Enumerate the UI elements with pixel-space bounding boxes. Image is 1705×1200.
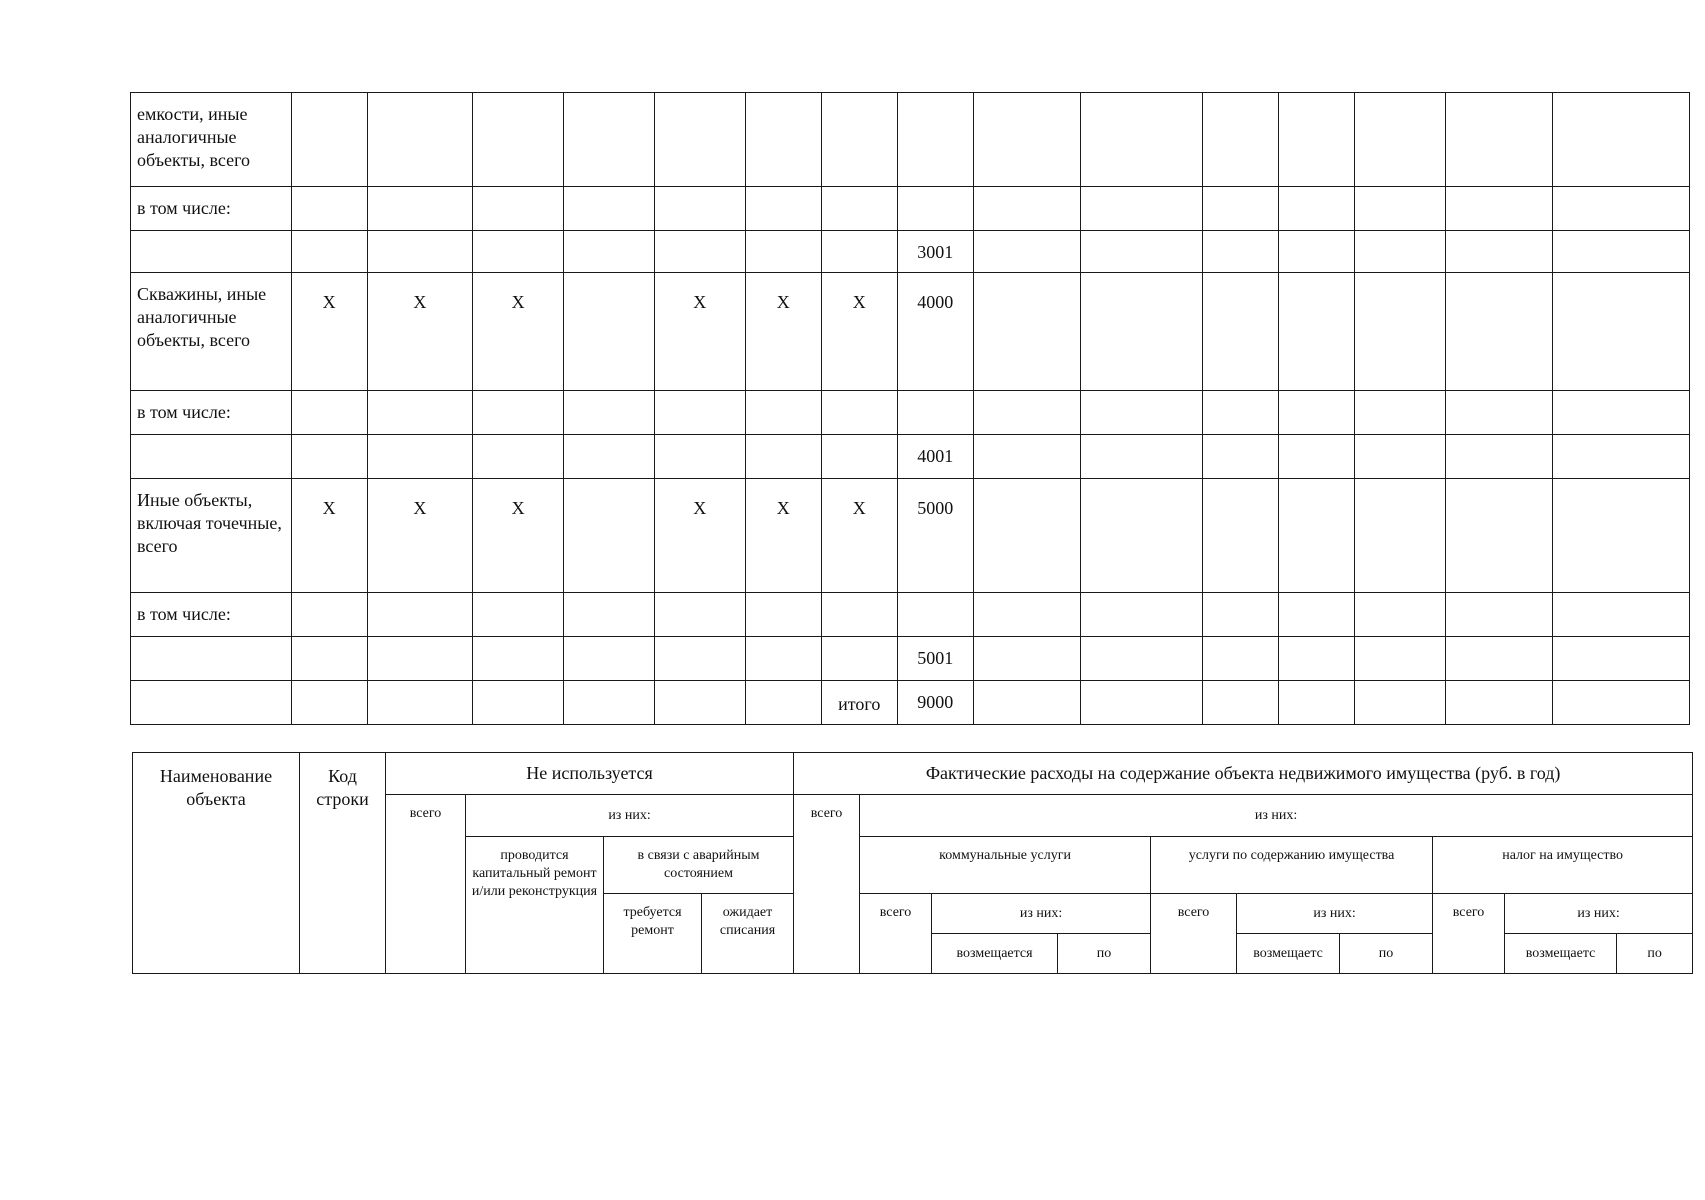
mark-cell: X (821, 273, 897, 391)
maintenance-reimbursed: возмещаетс (1237, 934, 1340, 974)
row-code-cell: 5001 (897, 637, 973, 681)
mark-cell (473, 231, 564, 273)
mark-cell: X (654, 273, 745, 391)
mark-cell (291, 231, 367, 273)
value-cell[interactable] (1080, 681, 1203, 725)
value-cell[interactable] (973, 637, 1080, 681)
value-cell[interactable] (1080, 593, 1203, 637)
mark-cell (473, 681, 564, 725)
mark-cell (745, 637, 821, 681)
value-cell[interactable] (1445, 231, 1552, 273)
value-cell[interactable] (1279, 593, 1355, 637)
object-name-cell: емкости, иные аналогичные объекты, всего (131, 93, 292, 187)
expenses-total: всего (794, 795, 860, 974)
object-name-cell: в том числе: (131, 593, 292, 637)
value-cell[interactable] (1355, 93, 1446, 187)
mark-cell (291, 391, 367, 435)
table-row (131, 637, 1690, 681)
value-cell[interactable] (1445, 593, 1552, 637)
value-cell[interactable] (1445, 187, 1552, 231)
mark-cell (291, 435, 367, 479)
value-cell[interactable] (1080, 391, 1203, 435)
value-cell[interactable] (1552, 637, 1689, 681)
value-cell[interactable] (1355, 681, 1446, 725)
mark-cell (367, 637, 473, 681)
column-row-code: Код строки (300, 753, 386, 974)
mark-cell (564, 231, 655, 273)
value-cell[interactable] (1080, 231, 1203, 273)
unused-emergency: в связи с аварийным состоянием (604, 837, 794, 894)
value-cell[interactable] (1203, 435, 1279, 479)
utilities-reimbursed: возмещается (932, 934, 1058, 974)
object-name-cell: Скважины, иные аналогичные объекты, всего (131, 273, 292, 391)
value-cell[interactable] (1552, 231, 1689, 273)
value-cell[interactable] (1445, 391, 1552, 435)
value-cell[interactable] (1203, 391, 1279, 435)
row-code-cell (897, 593, 973, 637)
row-code-cell (897, 187, 973, 231)
utilities-total: всего (860, 894, 932, 974)
value-cell[interactable] (1203, 231, 1279, 273)
value-cell[interactable] (1552, 593, 1689, 637)
mark-cell: X (654, 479, 745, 593)
value-cell[interactable] (1080, 479, 1203, 593)
total-label: итого (821, 681, 897, 725)
mark-cell (745, 93, 821, 187)
object-name-cell: Иные объекты, включая точечные, всего (131, 479, 292, 593)
mark-cell (654, 391, 745, 435)
mark-cell (473, 391, 564, 435)
table-row (131, 681, 1690, 725)
header-table (132, 752, 1693, 974)
value-cell[interactable] (1279, 187, 1355, 231)
mark-cell: X (473, 273, 564, 391)
value-cell[interactable] (1445, 479, 1552, 593)
value-cell[interactable] (973, 93, 1080, 187)
row-code-cell: 9000 (897, 681, 973, 725)
value-cell[interactable] (1080, 435, 1203, 479)
value-cell[interactable] (1355, 273, 1446, 391)
value-cell[interactable] (1203, 479, 1279, 593)
value-cell[interactable] (973, 435, 1080, 479)
value-cell[interactable] (1552, 681, 1689, 725)
maintenance-by: по (1340, 934, 1433, 974)
row-code-cell (897, 391, 973, 435)
value-cell[interactable] (973, 273, 1080, 391)
mark-cell (367, 593, 473, 637)
value-cell[interactable] (1203, 593, 1279, 637)
property-tax-header: налог на имущество (1433, 837, 1693, 894)
mark-cell (473, 593, 564, 637)
value-cell[interactable] (1080, 93, 1203, 187)
value-cell[interactable] (1355, 479, 1446, 593)
property-tax-by: по (1617, 934, 1693, 974)
mark-cell (821, 637, 897, 681)
needs-repair: требуется ремонт (604, 894, 702, 974)
mark-cell (821, 435, 897, 479)
value-cell[interactable] (973, 187, 1080, 231)
unused-total: всего (386, 795, 466, 974)
table-row (131, 593, 1690, 637)
column-object-name: Наименование объекта (133, 753, 300, 974)
value-cell[interactable] (973, 479, 1080, 593)
mark-cell (654, 187, 745, 231)
mark-cell (654, 231, 745, 273)
mark-cell (473, 637, 564, 681)
table-row (131, 187, 1690, 231)
value-cell[interactable] (1355, 435, 1446, 479)
value-cell[interactable] (1203, 93, 1279, 187)
value-cell[interactable] (1552, 273, 1689, 391)
value-cell[interactable] (1279, 681, 1355, 725)
value-cell[interactable] (1445, 435, 1552, 479)
column-expenses: Фактические расходы на содержание объекта недвижимого имущества (руб. в год) (794, 753, 1693, 795)
object-name-cell (131, 435, 292, 479)
objects-table (130, 92, 1690, 725)
value-cell[interactable] (1552, 479, 1689, 593)
mark-cell (367, 93, 473, 187)
value-cell[interactable] (1552, 435, 1689, 479)
row-code-cell: 5000 (897, 479, 973, 593)
table-row (131, 93, 1690, 187)
table-row (131, 273, 1690, 391)
mark-cell (367, 187, 473, 231)
mark-cell (654, 681, 745, 725)
value-cell[interactable] (1445, 273, 1552, 391)
mark-cell (564, 435, 655, 479)
maintenance-total: всего (1151, 894, 1237, 974)
mark-cell (564, 187, 655, 231)
unused-capital-repair: проводится капитальный ремонт и/или реконструкция (466, 837, 604, 974)
value-cell[interactable] (1552, 93, 1689, 187)
row-code-cell: 4000 (897, 273, 973, 391)
mark-cell (564, 93, 655, 187)
value-cell[interactable] (973, 681, 1080, 725)
mark-cell: X (821, 479, 897, 593)
row-code-cell (897, 93, 973, 187)
value-cell[interactable] (1279, 231, 1355, 273)
mark-cell: X (745, 273, 821, 391)
mark-cell: X (291, 273, 367, 391)
property-tax-reimbursed: возмещаетс (1505, 934, 1617, 974)
value-cell[interactable] (1203, 637, 1279, 681)
mark-cell (473, 93, 564, 187)
mark-cell: X (473, 479, 564, 593)
mark-cell: X (291, 479, 367, 593)
utilities-by: по (1058, 934, 1151, 974)
mark-cell (564, 479, 655, 593)
mark-cell (367, 231, 473, 273)
value-cell[interactable] (1552, 391, 1689, 435)
mark-cell (745, 231, 821, 273)
value-cell[interactable] (1445, 93, 1552, 187)
utilities-of-them: из них: (932, 894, 1151, 934)
property-tax-of-them: из них: (1505, 894, 1693, 934)
utilities-header: коммунальные услуги (860, 837, 1151, 894)
value-cell[interactable] (973, 231, 1080, 273)
value-cell[interactable] (1080, 187, 1203, 231)
maintenance-header: услуги по содержанию имущества (1151, 837, 1433, 894)
mark-cell (821, 231, 897, 273)
mark-cell (291, 681, 367, 725)
mark-cell (745, 187, 821, 231)
row-code-cell: 3001 (897, 231, 973, 273)
value-cell[interactable] (973, 391, 1080, 435)
mark-cell (291, 93, 367, 187)
mark-cell (564, 391, 655, 435)
mark-cell (564, 273, 655, 391)
table-row (131, 479, 1690, 593)
mark-cell: X (367, 479, 473, 593)
mark-cell (291, 637, 367, 681)
value-cell[interactable] (1279, 637, 1355, 681)
value-cell[interactable] (1355, 637, 1446, 681)
mark-cell (821, 187, 897, 231)
unused-of-them: из них: (466, 795, 794, 837)
table-row (131, 391, 1690, 435)
table-row (131, 435, 1690, 479)
mark-cell: X (745, 479, 821, 593)
value-cell[interactable] (1445, 637, 1552, 681)
awaits-writeoff: ожидает списания (702, 894, 794, 974)
value-cell[interactable] (1080, 637, 1203, 681)
mark-cell (654, 435, 745, 479)
mark-cell (821, 593, 897, 637)
value-cell[interactable] (1279, 479, 1355, 593)
value-cell[interactable] (973, 593, 1080, 637)
object-name-cell: в том числе: (131, 187, 292, 231)
value-cell[interactable] (1552, 187, 1689, 231)
mark-cell (367, 681, 473, 725)
value-cell[interactable] (1279, 273, 1355, 391)
value-cell[interactable] (1355, 231, 1446, 273)
property-tax-total: всего (1433, 894, 1505, 974)
mark-cell (654, 637, 745, 681)
object-name-cell (131, 231, 292, 273)
value-cell[interactable] (1203, 187, 1279, 231)
mark-cell (564, 637, 655, 681)
value-cell[interactable] (1279, 93, 1355, 187)
mark-cell (821, 391, 897, 435)
mark-cell (367, 435, 473, 479)
value-cell[interactable] (1203, 273, 1279, 391)
expenses-of-them: из них: (860, 795, 1693, 837)
object-name-cell (131, 681, 292, 725)
value-cell[interactable] (1445, 681, 1552, 725)
mark-cell (473, 435, 564, 479)
value-cell[interactable] (1355, 391, 1446, 435)
value-cell[interactable] (1279, 435, 1355, 479)
value-cell[interactable] (1080, 273, 1203, 391)
value-cell[interactable] (1355, 187, 1446, 231)
mark-cell (291, 593, 367, 637)
table-row (131, 231, 1690, 273)
mark-cell (745, 435, 821, 479)
mark-cell (654, 93, 745, 187)
object-name-cell (131, 637, 292, 681)
value-cell[interactable] (1279, 391, 1355, 435)
mark-cell (564, 681, 655, 725)
mark-cell (745, 391, 821, 435)
mark-cell (473, 187, 564, 231)
mark-cell (291, 187, 367, 231)
mark-cell: X (367, 273, 473, 391)
mark-cell (745, 593, 821, 637)
mark-cell (367, 391, 473, 435)
maintenance-of-them: из них: (1237, 894, 1433, 934)
value-cell[interactable] (1203, 681, 1279, 725)
mark-cell (564, 593, 655, 637)
column-unused: Не используется (386, 753, 794, 795)
mark-cell (821, 93, 897, 187)
mark-cell (654, 593, 745, 637)
mark-cell (745, 681, 821, 725)
object-name-cell: в том числе: (131, 391, 292, 435)
row-code-cell: 4001 (897, 435, 973, 479)
value-cell[interactable] (1355, 593, 1446, 637)
